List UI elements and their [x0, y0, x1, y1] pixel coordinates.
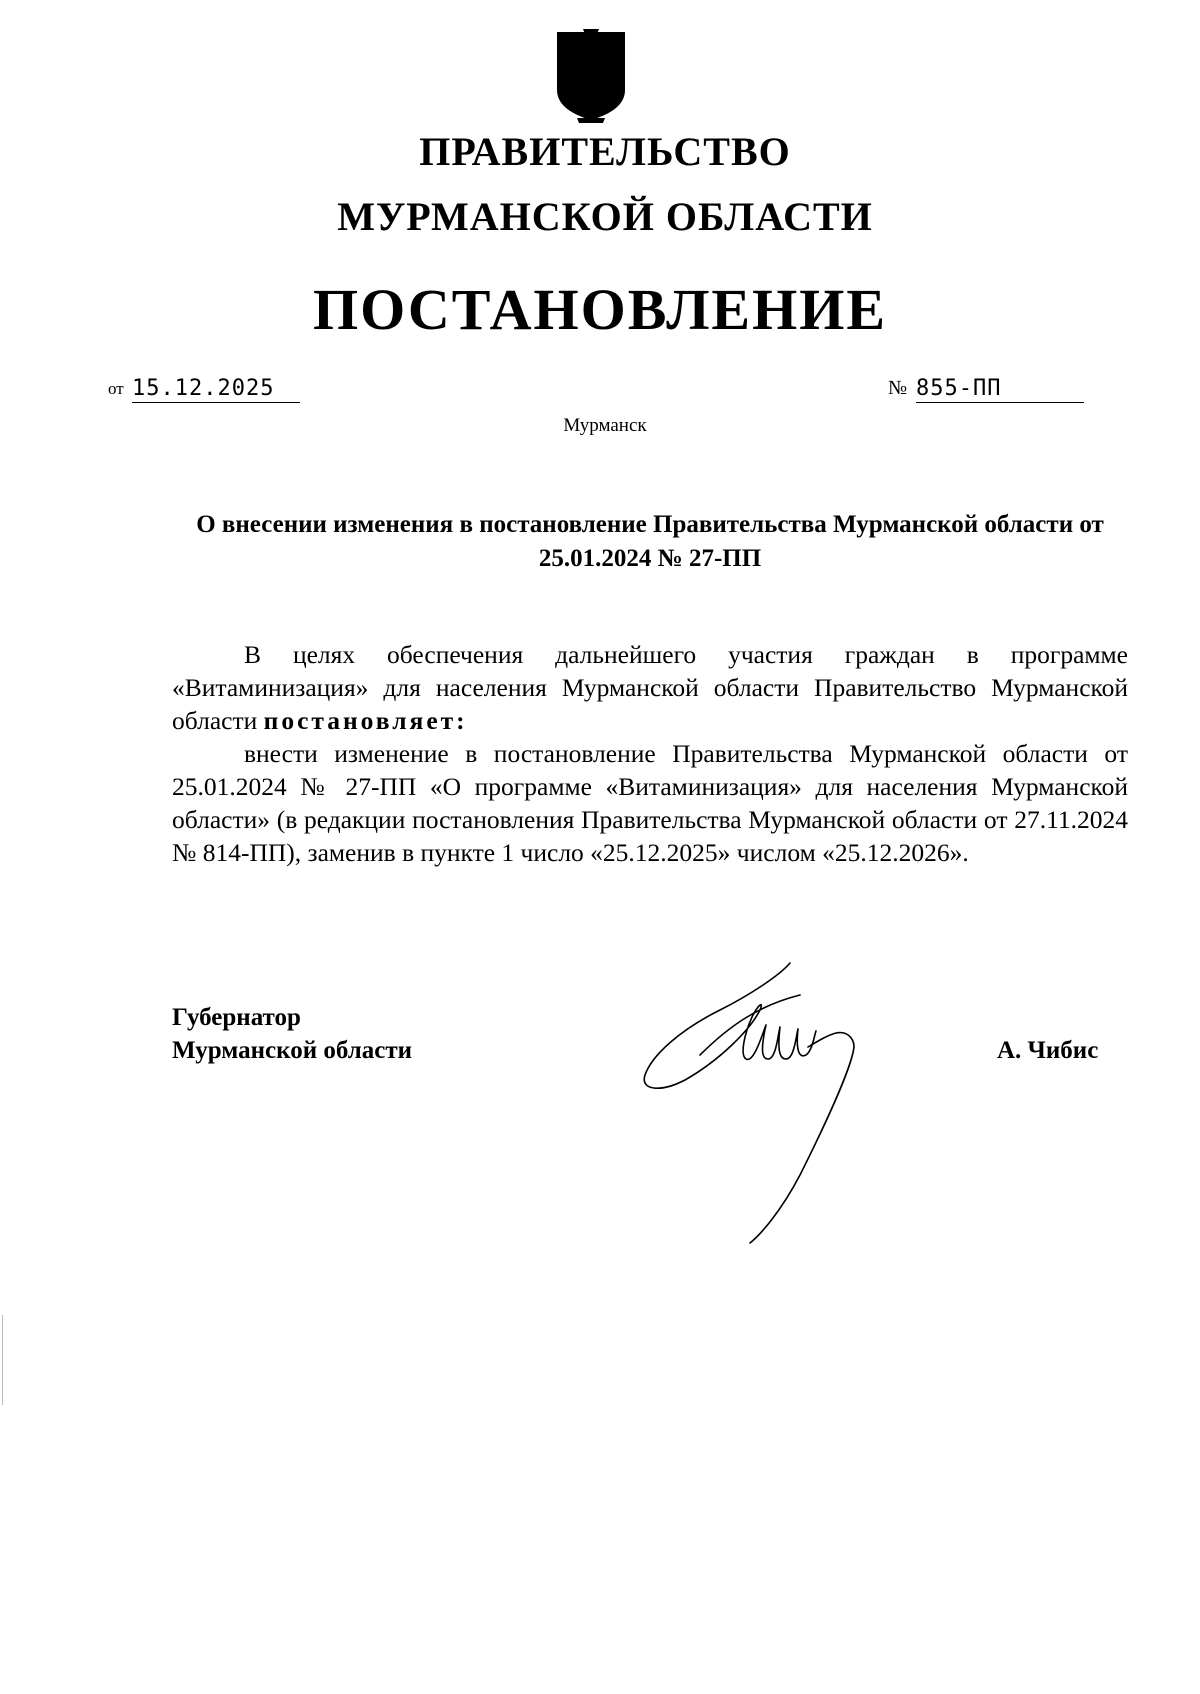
- document-number: 855-ПП: [916, 376, 1002, 401]
- city: Мурманск: [563, 415, 647, 436]
- date-underline: [132, 402, 300, 403]
- government-name-line1: ПРАВИТЕЛЬСТВО: [419, 129, 791, 174]
- body-paragraph-1: [172, 638, 1128, 737]
- document-date: 15.12.2025: [132, 376, 275, 401]
- handwritten-signature: [640, 955, 900, 1245]
- document-subject: О внесении изменения в постановление Правительства Мурманской области от 25.01.2024 № 27-ПП: [196, 511, 1104, 572]
- signatory-title-line2: Мурманской области: [172, 1037, 413, 1064]
- scan-margin-mark: [2, 1315, 3, 1405]
- body-paragraph-1-text: В целях обеспечения дальнейшего участия граждан в программе «Витаминизация» для населения Мурманской области Правительство Мурманской области: [172, 640, 1128, 735]
- number-field: [888, 373, 1084, 403]
- number-prefix: №: [888, 377, 908, 399]
- coat-of-arms-icon: [553, 28, 629, 123]
- signatory-title: [172, 1001, 412, 1067]
- body-paragraph-2: внести изменение в постановление Правительства Мурманской области от 25.01.2024 № 27-ПП «О программе «Витаминизация» для населения Мурманской области» (в редакции постановления Правительства Мурманской области от 27.11.2024 № 814-ПП), заменив в пункте 1 число «25.12.2025» числом «25.12.2026».: [172, 739, 1128, 867]
- date-prefix: от: [108, 379, 124, 398]
- document-type: ПОСТАНОВЛЕНИЕ: [312, 277, 888, 342]
- date-field: [108, 373, 300, 403]
- number-underline: [916, 402, 1084, 403]
- government-name-line2: МУРМАНСКОЙ ОБЛАСТИ: [337, 194, 873, 239]
- document-body: [172, 638, 1128, 869]
- decree-keyword: постановляет:: [263, 706, 468, 735]
- signatory-title-line1: Губернатор: [172, 1004, 301, 1031]
- signatory-name: А. Чибис: [997, 1037, 1099, 1064]
